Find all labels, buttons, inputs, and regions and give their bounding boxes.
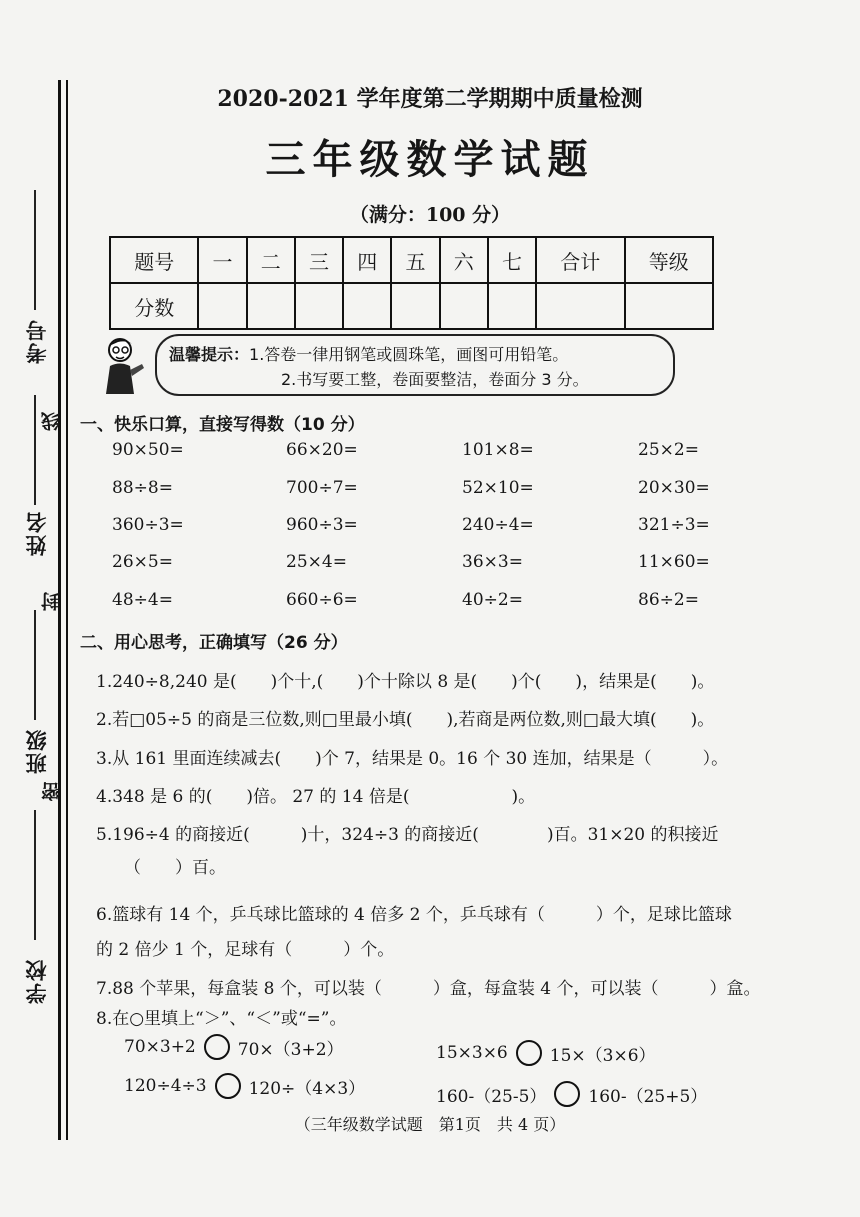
score-table-header-row <box>110 237 713 283</box>
tip-bubble <box>155 334 675 396</box>
comparison-right: 120÷（4×3） <box>248 1078 366 1099</box>
page-footer: （三年级数学试题 第1页 共 4 页） <box>294 1115 566 1134</box>
calc-item: 25×2= <box>638 440 699 460</box>
tip-line-1: 1.答卷一律用钢笔或圆珠笔，画图可用铅笔。 <box>249 345 569 364</box>
comparison-item <box>436 1081 707 1107</box>
score-cell-blank[interactable] <box>343 283 391 329</box>
comparison-left: 160-（25-5） <box>436 1086 547 1107</box>
score-cell-blank[interactable] <box>391 283 439 329</box>
question-6-line-2: 的 2 倍少 1 个，足球有（ ）个。 <box>96 940 395 960</box>
calc-item: 52×10= <box>462 478 534 498</box>
school-label: 学校 <box>25 958 49 1004</box>
calc-item: 20×30= <box>638 478 710 498</box>
score-table-cell: 等级 <box>625 237 713 283</box>
seal-mark-line: 线 <box>41 410 63 431</box>
calc-item: 25×4= <box>286 552 347 572</box>
class-write-line <box>34 610 36 720</box>
exam-subtitle: 2020-2021 学年度第二学期期中质量检测 <box>217 86 643 112</box>
score-table-cell: 四 <box>343 237 391 283</box>
score-table-cell: 题号 <box>110 237 198 283</box>
calc-item: 88÷8= <box>112 478 173 498</box>
score-table-score-row <box>110 283 713 329</box>
teacher-cartoon-icon <box>98 334 148 396</box>
tip-line-2: 2.书写要工整，卷面要整洁，卷面分 3 分。 <box>281 370 589 389</box>
calc-item: 66×20= <box>286 440 358 460</box>
question-4: 4.348 是 6 的( )倍。 27 的 14 倍是( )。 <box>96 787 536 807</box>
calc-item: 26×5= <box>112 552 173 572</box>
score-table-cell: 七 <box>488 237 536 283</box>
calc-item: 48÷4= <box>112 590 173 610</box>
name-label: 姓名 <box>25 510 49 556</box>
compare-circle[interactable] <box>554 1081 580 1107</box>
score-row-label: 分数 <box>110 283 198 329</box>
comparison-left: 15×3×6 <box>436 1043 508 1063</box>
comparison-left: 120÷4÷3 <box>124 1076 207 1096</box>
seal-mark-seal: 封 <box>41 590 63 611</box>
class-label: 班级 <box>25 728 49 774</box>
question-2: 2.若□05÷5 的商是三位数,则□里最小填( ),若商是两位数,则□最大填( )。 <box>96 710 715 730</box>
calc-item: 86÷2= <box>638 590 699 610</box>
calc-item: 40÷2= <box>462 590 523 610</box>
question-7: 7.88 个苹果，每盒装 8 个，可以装（ ）盒，每盒装 4 个，可以装（ ）盒。 <box>96 979 761 999</box>
compare-circle[interactable] <box>204 1034 230 1060</box>
comparison-item <box>436 1040 656 1066</box>
calc-item: 660÷6= <box>286 590 358 610</box>
seal-mark-secret: 密 <box>41 780 63 801</box>
calc-item: 36×3= <box>462 552 523 572</box>
score-table-cell: 五 <box>391 237 439 283</box>
score-table-cell: 一 <box>198 237 246 283</box>
score-cell-blank[interactable] <box>198 283 246 329</box>
calc-item: 11×60= <box>638 552 710 572</box>
score-table-cell: 三 <box>295 237 343 283</box>
score-cell-blank[interactable] <box>247 283 295 329</box>
compare-circle[interactable] <box>215 1073 241 1099</box>
exam-number-label: 考号 <box>25 318 49 364</box>
score-table-cell: 合计 <box>536 237 624 283</box>
score-table-cell: 二 <box>247 237 295 283</box>
tip-label: 温馨提示： <box>169 345 250 364</box>
comparison-item <box>124 1034 344 1060</box>
name-write-line <box>34 395 36 505</box>
section2-title: 二、用心思考，正确填写（26 分） <box>80 633 348 653</box>
score-cell-blank[interactable] <box>488 283 536 329</box>
comparison-item <box>124 1073 365 1099</box>
score-table <box>109 236 714 330</box>
score-table-cell: 六 <box>440 237 488 283</box>
question-1: 1.240÷8,240 是( )个十,( )个十除以 8 是( )个( )，结果是( )。 <box>96 672 715 692</box>
calc-item: 101×8= <box>462 440 534 460</box>
calc-item: 240÷4= <box>462 515 534 535</box>
question-5-line-2: （ ）百。 <box>124 858 226 878</box>
score-cell-blank[interactable] <box>440 283 488 329</box>
compare-circle[interactable] <box>516 1040 542 1066</box>
score-cell-blank[interactable] <box>295 283 343 329</box>
calc-item: 360÷3= <box>112 515 184 535</box>
question-8: 8.在○里填上“＞”、“＜”或“=”。 <box>96 1009 347 1029</box>
exam-title: 三年级数学试题 <box>265 136 595 183</box>
comparison-right: 15×（3×6） <box>549 1045 656 1066</box>
section1-title: 一、快乐口算，直接写得数（10 分） <box>80 415 365 435</box>
question-5-line-1: 5.196÷4 的商接近( )十，324÷3 的商接近( )百。31×20 的积接近 <box>96 825 719 845</box>
calc-item: 90×50= <box>112 440 184 460</box>
comparison-right: 160-（25+5） <box>588 1086 708 1107</box>
question-3: 3.从 161 里面连续减去( )个 7，结果是 0。16 个 30 连加，结果是（ ）。 <box>96 749 729 769</box>
question-6-line-1: 6.篮球有 14 个，乒乓球比篮球的 4 倍多 2 个，乒乓球有（ ）个，足球比篮球 <box>96 905 732 925</box>
calc-item: 700÷7= <box>286 478 358 498</box>
score-cell-blank[interactable] <box>536 283 624 329</box>
binding-rule-thin <box>66 80 68 1140</box>
comparison-right: 70×（3+2） <box>237 1039 344 1060</box>
calc-item: 960÷3= <box>286 515 358 535</box>
full-score: （满分：100 分） <box>349 204 511 226</box>
score-cell-blank[interactable] <box>625 283 713 329</box>
comparison-left: 70×3+2 <box>124 1037 196 1057</box>
calc-item: 321÷3= <box>638 515 710 535</box>
school-write-line <box>34 810 36 940</box>
